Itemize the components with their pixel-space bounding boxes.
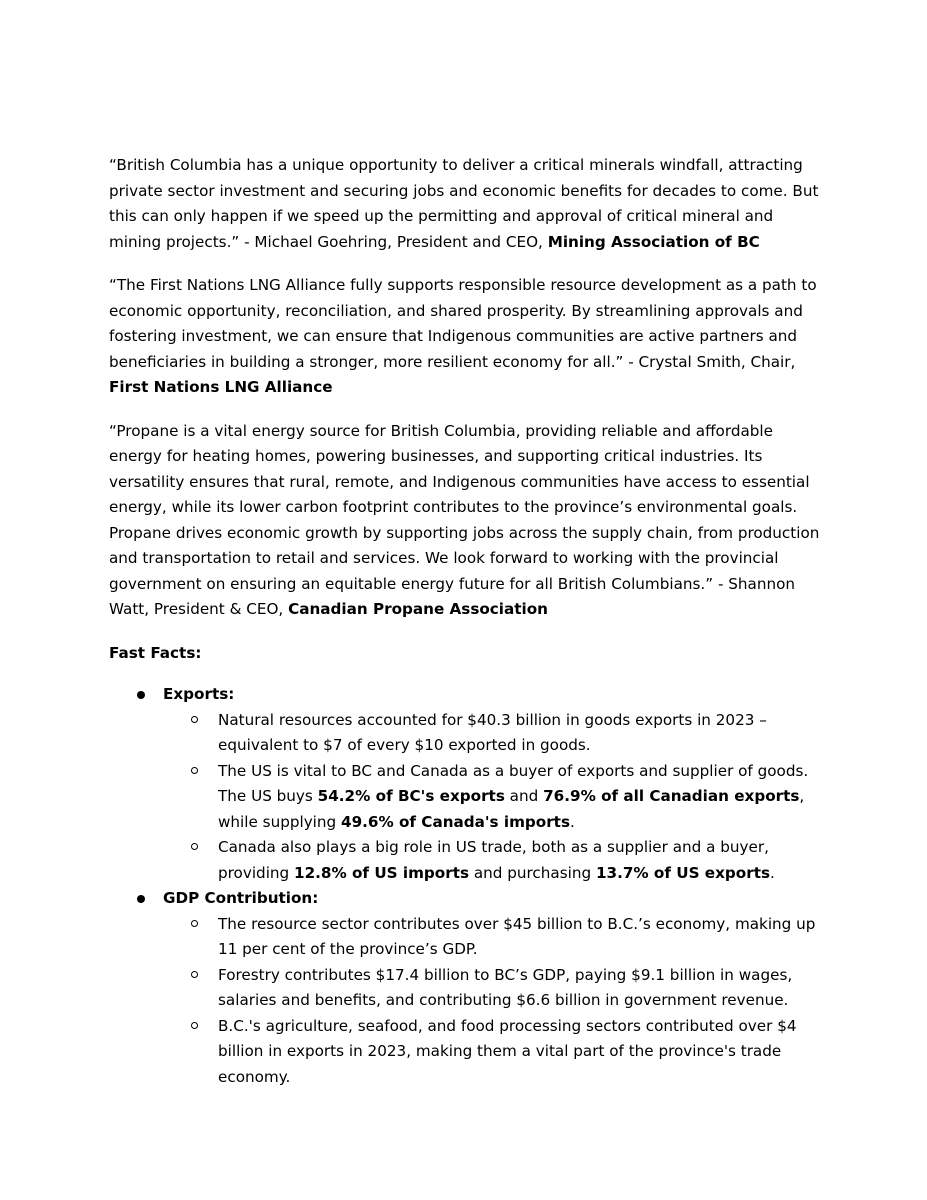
quote-text: “The First Nations LNG Alliance fully supports responsible resource development as a path to economic opportunity, reconciliation, and shared prosperity. By streamlining approvals and fostering investment, we can ensure that Indigenous communities are active partners and beneficiaries in building a stronger, more resilient economy for all.” - Crystal Smith, Chair, xyxy=(109,276,817,371)
text-run: The US is vital to BC and Canada as a buyer of exports and supplier of goods. The US buys xyxy=(218,761,809,805)
gdp-title: GDP Contribution: xyxy=(163,889,319,907)
quote-org: Canadian Propane Association xyxy=(288,600,548,618)
text-run: and purchasing xyxy=(469,863,596,882)
gdp-fact-1: The resource sector contributes over $45 billion to B.C.’s economy, making up 11 per cent of the province’s GDP. xyxy=(218,914,816,958)
quote-org: First Nations LNG Alliance xyxy=(109,378,333,396)
hollow-bullet-icon xyxy=(191,971,198,978)
text-run: Canada also plays a big role in US trade, both as a supplier and a buyer, providing xyxy=(218,838,769,882)
quote-text: “Propane is a vital energy source for British Columbia, providing reliable and affordable energy for heating homes, powering businesses, and supporting critical industries. Its versatility ensures that rural, remote, and Indigenous communities have access to essential energy, while its lower carbon footprint contributes to the province’s environmental goals. Propane drives economic growth by supporting jobs across the supply chain, from production and transportation to retail and services. We look forward to working with the provincial government on ensuring an equitable energy future for all British Columbians.” - Shannon Watt, President & CEO, xyxy=(109,421,820,618)
bold-run: 13.7% of US exports xyxy=(595,863,770,882)
quote-org: Mining Association of BC xyxy=(547,232,760,251)
list-item xyxy=(163,759,821,836)
list-item-gdp xyxy=(109,886,821,1090)
document-page xyxy=(109,153,821,1090)
exports-fact-2 xyxy=(218,762,808,831)
bullet-icon xyxy=(137,895,145,903)
gdp-sublist xyxy=(163,912,821,1091)
gdp-fact-2: Forestry contributes $17.4 billion to BC’s GDP, paying $9.1 billion in wages, salaries and benefits, and contributing $6.6 billion in government revenue. xyxy=(218,965,793,1009)
bold-run: 76.9% of all Canadian exports xyxy=(543,787,800,805)
fast-facts-list xyxy=(109,682,821,1090)
hollow-bullet-icon xyxy=(191,843,198,850)
hollow-bullet-icon xyxy=(191,716,198,723)
list-item xyxy=(163,708,821,759)
list-item xyxy=(163,963,821,1014)
bold-run: 49.6% of Canada's imports xyxy=(341,812,570,831)
text-run: , while supplying xyxy=(218,787,805,831)
bullet-icon xyxy=(137,691,145,699)
list-item-exports xyxy=(109,682,821,886)
exports-fact-1: Natural resources accounted for $40.3 billion in goods exports in 2023 – equivalent to $7 of every $10 exported in goods. xyxy=(218,710,767,754)
hollow-bullet-icon xyxy=(191,767,198,774)
exports-fact-3 xyxy=(218,838,775,882)
quote-text: “British Columbia has a unique opportunity to deliver a critical minerals windfall, attracting private sector investment and securing jobs and economic benefits for decades to come. But this can only happen if we speed up the permitting and approval of critical mineral and mining projects.” - Michael Goehring, President and CEO, xyxy=(109,156,819,251)
bold-run: 12.8% of US imports xyxy=(294,863,470,882)
list-item xyxy=(163,835,821,886)
text-run: . xyxy=(569,812,575,831)
quote-canadian-propane xyxy=(109,419,821,623)
quote-first-nations-lng xyxy=(109,273,821,401)
text-run: . xyxy=(770,863,775,882)
exports-title: Exports: xyxy=(163,685,235,703)
bold-run: 54.2% of BC's exports xyxy=(317,787,505,805)
list-item xyxy=(163,912,821,963)
fast-facts-heading: Fast Facts: xyxy=(109,643,202,662)
quote-mining-association xyxy=(109,153,821,255)
gdp-fact-3: B.C.'s agriculture, seafood, and food processing sectors contributed over $4 billion in exports in 2023, making them a vital part of the province's trade economy. xyxy=(218,1016,797,1086)
hollow-bullet-icon xyxy=(191,1022,198,1029)
text-run: and xyxy=(504,787,544,805)
exports-sublist xyxy=(163,708,821,887)
list-item xyxy=(163,1014,821,1091)
hollow-bullet-icon xyxy=(191,920,198,927)
